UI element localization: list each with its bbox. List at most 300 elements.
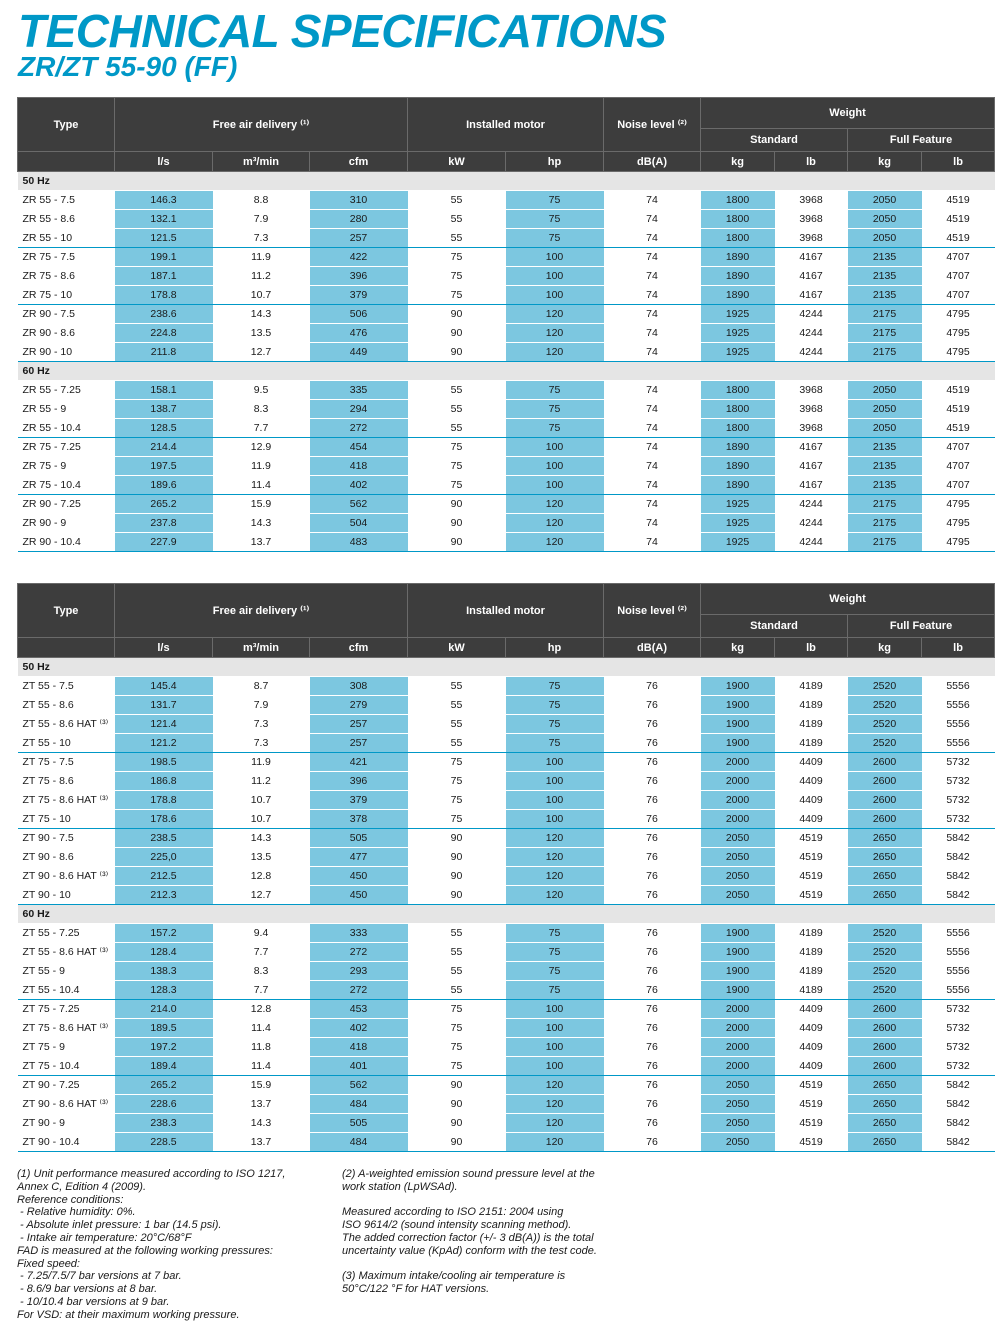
data-cell: 76 <box>604 1000 701 1019</box>
table-row <box>18 677 995 696</box>
data-cell: 211.8 <box>115 343 213 362</box>
col-header-unit: kg <box>848 638 922 658</box>
data-cell: 12.8 <box>213 867 310 886</box>
row-type-cell: ZT 90 - 8.6 HAT ⁽³⁾ <box>18 1095 115 1114</box>
col-header-fad: Free air delivery ⁽¹⁾ <box>115 98 408 152</box>
data-cell: 75 <box>408 772 506 791</box>
col-header-full-feature: Full Feature <box>848 129 995 152</box>
data-cell: 5732 <box>922 753 995 772</box>
data-cell: 1890 <box>701 286 775 305</box>
table-row <box>18 210 995 229</box>
data-cell: 483 <box>310 533 408 552</box>
data-cell: 418 <box>310 1038 408 1057</box>
data-cell: 4707 <box>922 267 995 286</box>
footnote-line <box>342 1194 597 1207</box>
data-cell: 402 <box>310 476 408 495</box>
data-cell: 120 <box>506 1076 604 1095</box>
data-cell: 505 <box>310 1114 408 1133</box>
data-cell: 4795 <box>922 324 995 343</box>
data-cell: 2600 <box>848 1019 922 1038</box>
data-cell: 2600 <box>848 1057 922 1076</box>
data-cell: 5556 <box>922 734 995 753</box>
data-cell: 100 <box>506 476 604 495</box>
data-cell: 4167 <box>775 248 848 267</box>
data-cell: 198.5 <box>115 753 213 772</box>
data-cell: 4244 <box>775 305 848 324</box>
data-cell: 189.4 <box>115 1057 213 1076</box>
data-cell: 4707 <box>922 286 995 305</box>
col-header-noise: Noise level ⁽²⁾ <box>604 584 701 638</box>
row-type-cell: ZR 90 - 7.25 <box>18 495 115 514</box>
data-cell: 10.7 <box>213 810 310 829</box>
data-cell: 4519 <box>775 1076 848 1095</box>
data-cell: 76 <box>604 829 701 848</box>
data-cell: 1900 <box>701 677 775 696</box>
row-type-cell: ZR 55 - 7.5 <box>18 191 115 210</box>
data-cell: 76 <box>604 867 701 886</box>
data-cell: 379 <box>310 286 408 305</box>
data-cell: 100 <box>506 248 604 267</box>
data-cell: 145.4 <box>115 677 213 696</box>
data-cell: 4189 <box>775 943 848 962</box>
data-cell: 5732 <box>922 791 995 810</box>
col-header-unit: dB(A) <box>604 638 701 658</box>
data-cell: 1925 <box>701 343 775 362</box>
data-cell: 76 <box>604 791 701 810</box>
data-cell: 187.1 <box>115 267 213 286</box>
data-cell: 4795 <box>922 533 995 552</box>
data-cell: 120 <box>506 1133 604 1152</box>
col-header-unit: cfm <box>310 152 408 172</box>
data-cell: 4707 <box>922 248 995 267</box>
data-cell: 4167 <box>775 267 848 286</box>
data-cell: 75 <box>506 191 604 210</box>
data-cell: 5732 <box>922 1000 995 1019</box>
data-cell: 3968 <box>775 381 848 400</box>
data-cell: 1800 <box>701 419 775 438</box>
data-cell: 90 <box>408 829 506 848</box>
data-cell: 4519 <box>775 867 848 886</box>
data-cell: 5842 <box>922 848 995 867</box>
data-cell: 8.8 <box>213 191 310 210</box>
col-header-unit: kg <box>848 152 922 172</box>
data-cell: 4409 <box>775 772 848 791</box>
footnote-line: - Intake air temperature: 20°C/68°F <box>17 1231 192 1244</box>
data-cell: 55 <box>408 962 506 981</box>
data-cell: 8.3 <box>213 400 310 419</box>
col-header-standard: Standard <box>701 615 848 638</box>
data-cell: 4519 <box>922 229 995 248</box>
data-cell: 76 <box>604 943 701 962</box>
row-type-cell: ZR 75 - 7.25 <box>18 438 115 457</box>
data-cell: 224.8 <box>115 324 213 343</box>
data-cell: 2135 <box>848 248 922 267</box>
data-cell: 279 <box>310 696 408 715</box>
data-cell: 74 <box>604 248 701 267</box>
data-cell: 120 <box>506 1095 604 1114</box>
data-cell: 76 <box>604 962 701 981</box>
data-cell: 5842 <box>922 829 995 848</box>
col-header-unit: dB(A) <box>604 152 701 172</box>
data-cell: 454 <box>310 438 408 457</box>
data-cell: 11.2 <box>213 772 310 791</box>
data-cell: 178.8 <box>115 791 213 810</box>
data-cell: 5556 <box>922 924 995 943</box>
data-cell: 12.9 <box>213 438 310 457</box>
data-cell: 74 <box>604 495 701 514</box>
data-cell: 476 <box>310 324 408 343</box>
data-cell: 257 <box>310 229 408 248</box>
data-cell: 11.9 <box>213 457 310 476</box>
row-type-cell: ZR 75 - 7.5 <box>18 248 115 267</box>
table-row <box>18 962 995 981</box>
row-type-cell: ZR 90 - 10 <box>18 343 115 362</box>
data-cell: 75 <box>408 457 506 476</box>
col-header-weight: Weight <box>701 98 995 129</box>
row-type-cell: ZT 55 - 7.25 <box>18 924 115 943</box>
data-cell: 4707 <box>922 457 995 476</box>
table-row <box>18 514 995 533</box>
data-cell: 2050 <box>701 1133 775 1152</box>
data-cell: 1800 <box>701 229 775 248</box>
data-cell: 2650 <box>848 886 922 905</box>
data-cell: 74 <box>604 400 701 419</box>
data-cell: 2135 <box>848 476 922 495</box>
data-cell: 90 <box>408 867 506 886</box>
data-cell: 55 <box>408 210 506 229</box>
data-cell: 5732 <box>922 1038 995 1057</box>
data-cell: 4167 <box>775 438 848 457</box>
data-cell: 120 <box>506 305 604 324</box>
data-cell: 1890 <box>701 476 775 495</box>
data-cell: 7.3 <box>213 734 310 753</box>
footnote-line: 50°C/122 °F for HAT versions. <box>342 1283 490 1296</box>
row-type-cell: ZR 55 - 7.25 <box>18 381 115 400</box>
data-cell: 228.6 <box>115 1095 213 1114</box>
data-cell: 12.7 <box>213 343 310 362</box>
table-row <box>18 438 995 457</box>
data-cell: 4189 <box>775 924 848 943</box>
data-cell: 55 <box>408 381 506 400</box>
data-cell: 335 <box>310 381 408 400</box>
data-cell: 272 <box>310 981 408 1000</box>
data-cell: 14.3 <box>213 305 310 324</box>
data-cell: 13.5 <box>213 848 310 867</box>
data-cell: 76 <box>604 1133 701 1152</box>
data-cell: 4244 <box>775 533 848 552</box>
data-cell: 121.5 <box>115 229 213 248</box>
col-header-type-unit <box>18 638 115 658</box>
data-cell: 74 <box>604 343 701 362</box>
data-cell: 4795 <box>922 305 995 324</box>
data-cell: 308 <box>310 677 408 696</box>
data-cell: 4519 <box>775 829 848 848</box>
footnotes-left <box>17 1168 285 1322</box>
data-cell: 4795 <box>922 343 995 362</box>
row-type-cell: ZT 90 - 7.25 <box>18 1076 115 1095</box>
data-cell: 199.1 <box>115 248 213 267</box>
table-row <box>18 533 995 552</box>
footnote-line: - Relative humidity: 0%. <box>17 1206 136 1219</box>
data-cell: 55 <box>408 419 506 438</box>
data-cell: 120 <box>506 867 604 886</box>
data-cell: 74 <box>604 514 701 533</box>
section-label: 50 Hz <box>18 172 995 191</box>
data-cell: 76 <box>604 1057 701 1076</box>
table-row <box>18 248 995 267</box>
data-cell: 75 <box>506 943 604 962</box>
page-title: TECHNICAL SPECIFICATIONS <box>18 5 667 57</box>
data-cell: 5842 <box>922 867 995 886</box>
data-cell: 90 <box>408 495 506 514</box>
table-row <box>18 734 995 753</box>
data-cell: 75 <box>506 715 604 734</box>
data-cell: 75 <box>506 210 604 229</box>
data-cell: 90 <box>408 1133 506 1152</box>
data-cell: 120 <box>506 848 604 867</box>
data-cell: 75 <box>408 248 506 267</box>
data-cell: 4189 <box>775 734 848 753</box>
data-cell: 9.5 <box>213 381 310 400</box>
col-header-unit: lb <box>922 152 995 172</box>
data-cell: 2175 <box>848 343 922 362</box>
data-cell: 100 <box>506 267 604 286</box>
data-cell: 5842 <box>922 1076 995 1095</box>
data-cell: 75 <box>408 1057 506 1076</box>
data-cell: 257 <box>310 715 408 734</box>
data-cell: 4519 <box>922 400 995 419</box>
data-cell: 4244 <box>775 324 848 343</box>
data-cell: 76 <box>604 753 701 772</box>
data-cell: 76 <box>604 1095 701 1114</box>
row-type-cell: ZT 90 - 10.4 <box>18 1133 115 1152</box>
data-cell: 4519 <box>922 419 995 438</box>
data-cell: 4189 <box>775 696 848 715</box>
data-cell: 2650 <box>848 1114 922 1133</box>
data-cell: 4189 <box>775 715 848 734</box>
data-cell: 378 <box>310 810 408 829</box>
col-header-unit: kW <box>408 152 506 172</box>
data-cell: 55 <box>408 677 506 696</box>
data-cell: 120 <box>506 533 604 552</box>
data-cell: 76 <box>604 1076 701 1095</box>
data-cell: 228.5 <box>115 1133 213 1152</box>
data-cell: 128.4 <box>115 943 213 962</box>
col-header-unit: kW <box>408 638 506 658</box>
data-cell: 2000 <box>701 810 775 829</box>
table-row <box>18 810 995 829</box>
data-cell: 484 <box>310 1095 408 1114</box>
data-cell: 4409 <box>775 1057 848 1076</box>
table-row <box>18 924 995 943</box>
col-header-standard: Standard <box>701 129 848 152</box>
data-cell: 120 <box>506 324 604 343</box>
col-header-weight: Weight <box>701 584 995 615</box>
col-header-unit: m³/min <box>213 152 310 172</box>
spec-table-2 <box>17 583 995 1152</box>
data-cell: 4167 <box>775 457 848 476</box>
data-cell: 13.7 <box>213 533 310 552</box>
data-cell: 15.9 <box>213 495 310 514</box>
data-cell: 7.9 <box>213 696 310 715</box>
data-cell: 146.3 <box>115 191 213 210</box>
data-cell: 75 <box>408 1019 506 1038</box>
data-cell: 76 <box>604 1114 701 1133</box>
row-type-cell: ZT 75 - 9 <box>18 1038 115 1057</box>
data-cell: 55 <box>408 229 506 248</box>
data-cell: 128.3 <box>115 981 213 1000</box>
data-cell: 13.5 <box>213 324 310 343</box>
data-cell: 11.2 <box>213 267 310 286</box>
data-cell: 477 <box>310 848 408 867</box>
data-cell: 2000 <box>701 1000 775 1019</box>
data-cell: 7.3 <box>213 229 310 248</box>
data-cell: 90 <box>408 324 506 343</box>
table-row <box>18 715 995 734</box>
data-cell: 293 <box>310 962 408 981</box>
data-cell: 7.7 <box>213 419 310 438</box>
data-cell: 189.5 <box>115 1019 213 1038</box>
data-cell: 74 <box>604 533 701 552</box>
data-cell: 2050 <box>848 400 922 419</box>
data-cell: 76 <box>604 810 701 829</box>
data-cell: 2050 <box>701 1076 775 1095</box>
data-cell: 90 <box>408 533 506 552</box>
data-cell: 76 <box>604 715 701 734</box>
data-cell: 121.4 <box>115 715 213 734</box>
data-cell: 4244 <box>775 343 848 362</box>
data-cell: 453 <box>310 1000 408 1019</box>
data-cell: 3968 <box>775 419 848 438</box>
col-header-unit: cfm <box>310 638 408 658</box>
data-cell: 74 <box>604 419 701 438</box>
data-cell: 5732 <box>922 1057 995 1076</box>
data-cell: 2520 <box>848 696 922 715</box>
col-header-unit: l/s <box>115 152 213 172</box>
page-subtitle: ZR/ZT 55-90 (FF) <box>18 51 238 82</box>
col-header-unit: kg <box>701 152 775 172</box>
data-cell: 75 <box>506 677 604 696</box>
table-row <box>18 324 995 343</box>
row-type-cell: ZT 75 - 8.6 HAT ⁽³⁾ <box>18 791 115 810</box>
row-type-cell: ZR 55 - 8.6 <box>18 210 115 229</box>
data-cell: 4519 <box>922 191 995 210</box>
data-cell: 90 <box>408 848 506 867</box>
data-cell: 90 <box>408 1076 506 1095</box>
data-cell: 55 <box>408 981 506 1000</box>
row-type-cell: ZR 90 - 9 <box>18 514 115 533</box>
data-cell: 11.4 <box>213 1019 310 1038</box>
data-cell: 450 <box>310 867 408 886</box>
data-cell: 506 <box>310 305 408 324</box>
row-type-cell: ZT 75 - 10.4 <box>18 1057 115 1076</box>
data-cell: 2600 <box>848 810 922 829</box>
data-cell: 14.3 <box>213 829 310 848</box>
data-cell: 74 <box>604 324 701 343</box>
row-type-cell: ZR 90 - 7.5 <box>18 305 115 324</box>
data-cell: 402 <box>310 1019 408 1038</box>
data-cell: 1900 <box>701 715 775 734</box>
data-cell: 4519 <box>775 848 848 867</box>
data-cell: 55 <box>408 696 506 715</box>
data-cell: 2650 <box>848 1133 922 1152</box>
data-cell: 5732 <box>922 810 995 829</box>
data-cell: 449 <box>310 343 408 362</box>
row-type-cell: ZR 75 - 8.6 <box>18 267 115 286</box>
table-row <box>18 1114 995 1133</box>
data-cell: 10.7 <box>213 791 310 810</box>
data-cell: 13.7 <box>213 1133 310 1152</box>
data-cell: 14.3 <box>213 514 310 533</box>
col-header-unit: l/s <box>115 638 213 658</box>
data-cell: 90 <box>408 886 506 905</box>
data-cell: 11.4 <box>213 476 310 495</box>
data-cell: 1900 <box>701 924 775 943</box>
data-cell: 5732 <box>922 772 995 791</box>
data-cell: 75 <box>506 696 604 715</box>
data-cell: 5556 <box>922 677 995 696</box>
data-cell: 2000 <box>701 753 775 772</box>
data-cell: 2175 <box>848 495 922 514</box>
data-cell: 1800 <box>701 191 775 210</box>
data-cell: 90 <box>408 514 506 533</box>
row-type-cell: ZR 55 - 10 <box>18 229 115 248</box>
table-row <box>18 419 995 438</box>
data-cell: 1800 <box>701 210 775 229</box>
data-cell: 2050 <box>848 210 922 229</box>
footnote-line: Measured according to ISO 2151: 2004 using <box>342 1206 564 1219</box>
data-cell: 1900 <box>701 981 775 1000</box>
row-type-cell: ZR 75 - 9 <box>18 457 115 476</box>
row-type-cell: ZT 55 - 8.6 <box>18 696 115 715</box>
data-cell: 2650 <box>848 1095 922 1114</box>
data-cell: 2650 <box>848 867 922 886</box>
row-type-cell: ZT 75 - 7.5 <box>18 753 115 772</box>
data-cell: 2520 <box>848 962 922 981</box>
data-cell: 11.9 <box>213 753 310 772</box>
col-header-fad: Free air delivery ⁽¹⁾ <box>115 584 408 638</box>
col-header-unit: hp <box>506 638 604 658</box>
data-cell: 76 <box>604 924 701 943</box>
data-cell: 1890 <box>701 248 775 267</box>
data-cell: 4795 <box>922 514 995 533</box>
data-cell: 5842 <box>922 1114 995 1133</box>
data-cell: 74 <box>604 210 701 229</box>
data-cell: 484 <box>310 1133 408 1152</box>
data-cell: 7.3 <box>213 715 310 734</box>
table-row <box>18 943 995 962</box>
footnote-line: For VSD: at their maximum working pressure. <box>17 1308 240 1321</box>
data-cell: 418 <box>310 457 408 476</box>
row-type-cell: ZT 90 - 7.5 <box>18 829 115 848</box>
table-row <box>18 305 995 324</box>
data-cell: 396 <box>310 772 408 791</box>
data-cell: 76 <box>604 1038 701 1057</box>
footnote-line <box>342 1258 597 1271</box>
table-row <box>18 1076 995 1095</box>
data-cell: 132.1 <box>115 210 213 229</box>
row-type-cell: ZR 75 - 10 <box>18 286 115 305</box>
data-cell: 158.1 <box>115 381 213 400</box>
data-cell: 76 <box>604 848 701 867</box>
data-cell: 4409 <box>775 1000 848 1019</box>
data-cell: 75 <box>506 924 604 943</box>
table-row <box>18 829 995 848</box>
row-type-cell: ZT 55 - 10.4 <box>18 981 115 1000</box>
data-cell: 75 <box>506 981 604 1000</box>
data-cell: 7.7 <box>213 943 310 962</box>
footnote-line: (1) Unit performance measured according to ISO 1217, <box>17 1168 286 1180</box>
